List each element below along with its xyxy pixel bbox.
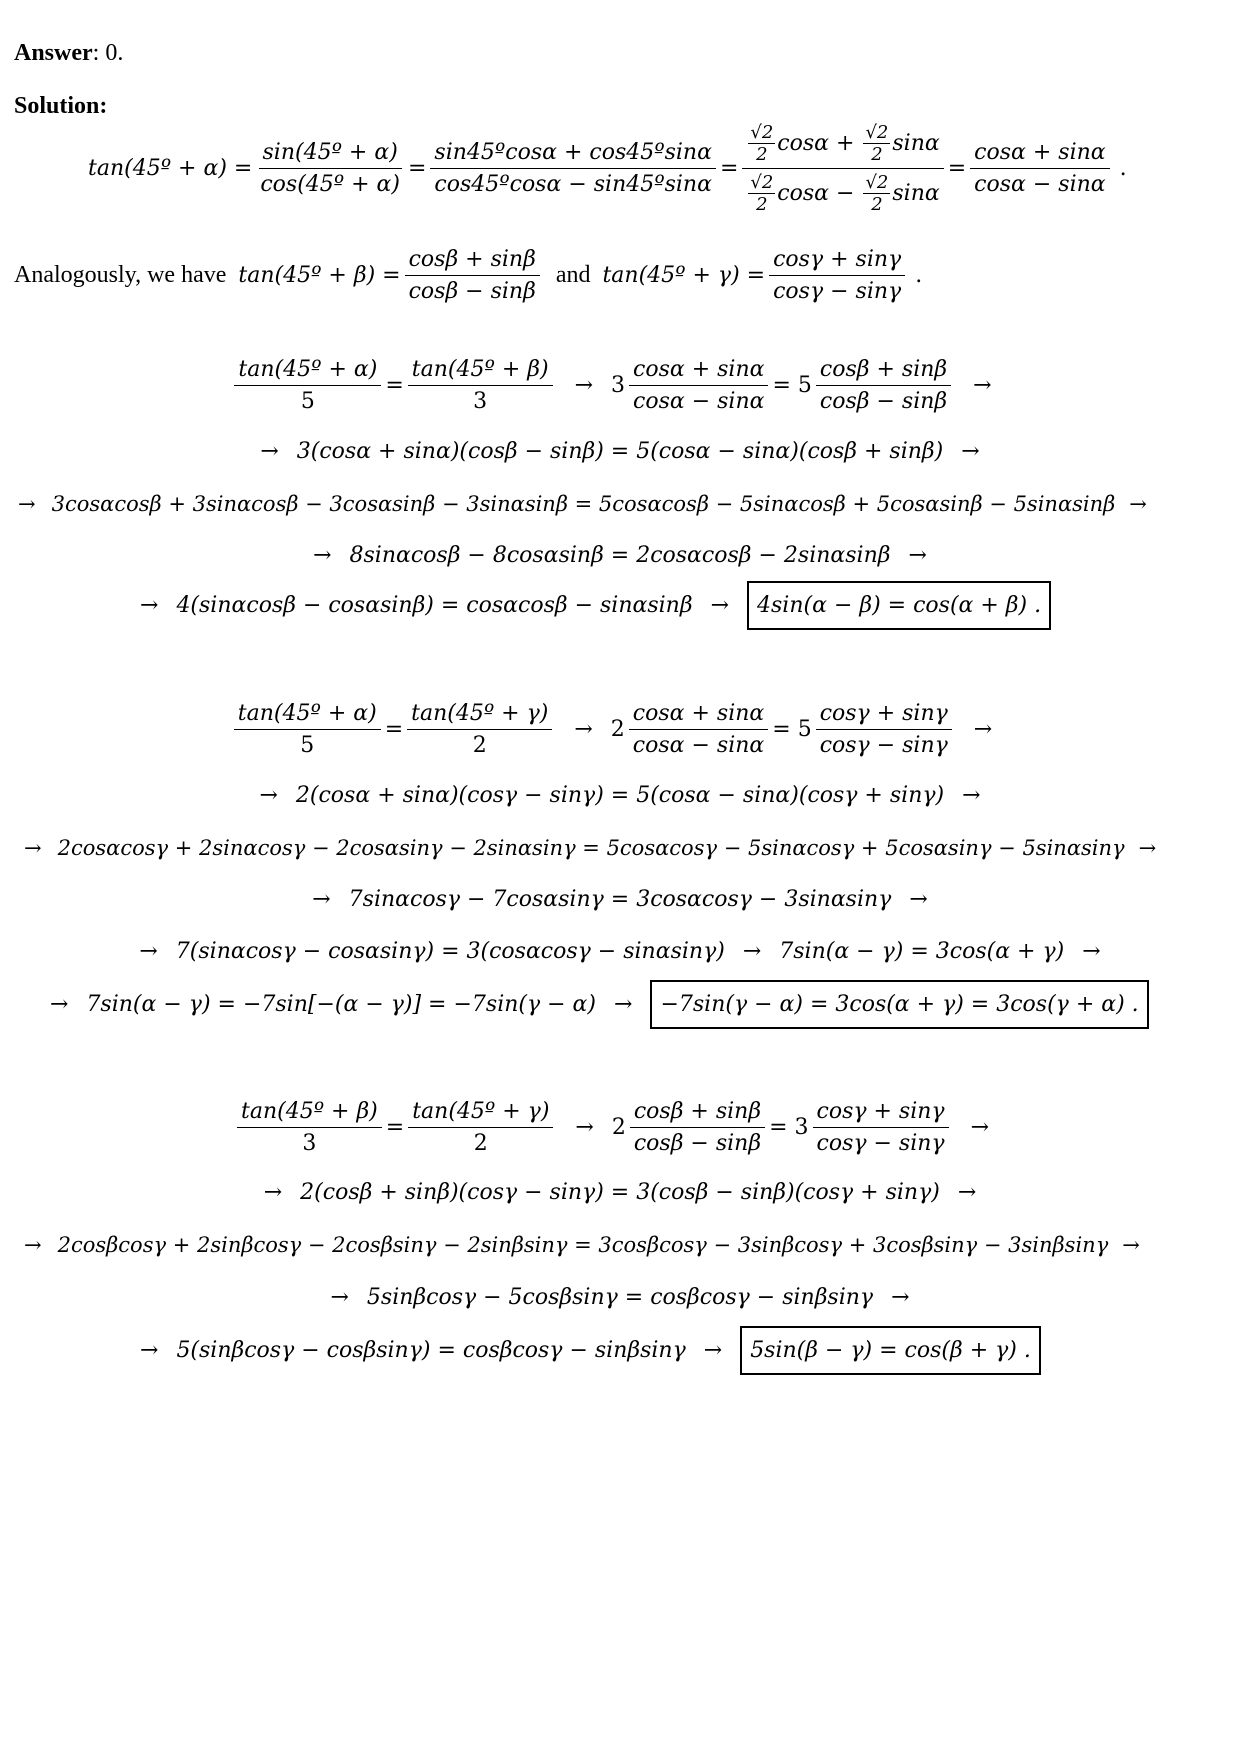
b3-coef-d: = 3	[769, 1114, 809, 1140]
arrow-icon: →	[710, 592, 730, 618]
b3-coef-c: 2	[611, 1114, 626, 1140]
arrow-icon: →	[614, 991, 633, 1017]
block1-line5	[140, 580, 1051, 630]
b1-frac-a: $\frac{\text{tan(45º + α)}}{5}$	[234, 357, 381, 414]
analog-end: .	[915, 262, 923, 288]
answer-label: Answer	[14, 40, 93, 66]
eq1-frac1: $\frac{\text{sin(45º + α)}}{\text{cos(45º + α)}}$	[260, 139, 400, 197]
b1-l5-text: 4(sinαcosβ − cosαsinβ) = cosαcosβ − sinαsinβ	[176, 592, 693, 618]
block2-line4	[0, 884, 1240, 914]
eq1-eq2: =	[719, 155, 739, 181]
b1-l3-text: 3cosαcosβ + 3sinαcosβ − 3cosαsinβ − 3sinαsinβ = 5cosαcosβ − 5sinαcosβ + 5cosαsinβ − 5sinαsinβ	[51, 492, 1116, 516]
answer-value: : 0.	[92, 40, 124, 66]
arrow-icon: →	[139, 938, 158, 964]
eq1-eq3: =	[947, 155, 967, 181]
block2-line1	[0, 694, 1240, 764]
analog-intro: Analogously, we have	[14, 261, 227, 288]
arrow-icon: →	[1122, 1233, 1140, 1257]
analog-gamma-lhs: tan(45º + γ) =	[602, 262, 766, 288]
b1-eq: =	[385, 372, 404, 398]
arrow-icon: →	[742, 938, 762, 964]
block1-line2	[0, 436, 1240, 466]
block3-line2	[0, 1177, 1240, 1207]
answer-line	[14, 40, 123, 67]
solution-line	[14, 93, 107, 120]
arrow-icon: →	[312, 886, 331, 912]
b2-l2-text: 2(cosα + sinα)(cosγ − sinγ) = 5(cosα − sinα)(cosγ + sinγ)	[295, 782, 945, 808]
arrow-icon: →	[574, 372, 593, 398]
block2-line6	[50, 978, 1149, 1030]
solution-label: Solution	[14, 93, 100, 119]
eq1-end: .	[1119, 155, 1127, 181]
arrow-icon: →	[973, 372, 992, 398]
analog-gamma-frac: $\frac{\cos\gamma + \sin\gamma}{\cos\gamma - \sin\gamma}$	[769, 247, 905, 304]
b2-frac-a: $\frac{\text{tan(45º + α)}}{5}$	[234, 701, 381, 758]
arrow-icon: →	[961, 438, 980, 464]
solution-colon: :	[99, 93, 108, 119]
arrow-icon: →	[962, 782, 981, 808]
analogous-line	[14, 240, 922, 310]
b3-frac-a: $\frac{\text{tan(45º + β)}}{3}$	[237, 1099, 382, 1156]
block3-line4	[0, 1282, 1240, 1312]
b3-l5-text: 5(sinβcosγ − cosβsinγ) = cosβcosγ − sinβsinγ	[176, 1337, 686, 1363]
b1-coef-c: 3	[611, 372, 625, 398]
arrow-icon: →	[970, 1114, 990, 1140]
b1-frac-c: $\frac{\cos\alpha + \sin\alpha}{\cos\alpha - \sin\alpha}$	[629, 357, 768, 414]
b2-coef-c: 2	[610, 716, 625, 742]
b1-frac-b: $\frac{\text{tan(45º + β)}}{3}$	[408, 357, 553, 414]
analog-beta-frac: $\frac{\cos\beta + \sin\beta}{\cos\beta - \sin\beta}$	[405, 247, 540, 304]
b3-frac-d: $\frac{\cos\gamma + \sin\gamma}{\cos\gamma - \sin\gamma}$	[813, 1099, 949, 1156]
b1-frac-d: $\frac{\cos\beta + \sin\beta}{\cos\beta - \sin\beta}$	[816, 357, 951, 414]
eq1-frac4: $\frac{\cos\alpha + \sin\alpha}{\cos\alpha - \sin\alpha}$	[970, 140, 1109, 197]
arrow-icon: →	[1082, 938, 1101, 964]
arrow-icon: →	[259, 782, 278, 808]
block1-line3	[14, 489, 1147, 519]
arrow-icon: →	[330, 1284, 349, 1310]
block2-line3	[20, 833, 1156, 863]
b2-frac-d: $\frac{\cos\gamma + \sin\gamma}{\cos\gamma - \sin\gamma}$	[816, 701, 952, 758]
b3-frac-b: $\frac{\text{tan(45º + γ)}}{2}$	[408, 1099, 553, 1156]
block3-line3	[20, 1230, 1140, 1260]
arrow-icon: →	[263, 1179, 283, 1205]
b3-l3-text: 2cosβcosγ + 2sinβcosγ − 2cosβsinγ − 2sinβsinγ = 3cosβcosγ − 3sinβcosγ + 3cosβsinγ − 3sinβsinγ	[57, 1233, 1109, 1257]
eq1-frac3: $\frac{√2}{2}$ cosα + $\frac{√2}{2}$ sinα $\frac{√2}{2}$ cosα − $\frac{√2}{2}$ sinα	[742, 122, 943, 215]
b2-result-box: −7sin(γ − α) = 3cos(α + γ) = 3cos(γ + α) .	[650, 980, 1148, 1029]
arrow-icon: →	[909, 886, 928, 912]
b3-result-box: 5sin(β − γ) = cos(β + γ) .	[740, 1326, 1041, 1375]
block1-line1	[0, 350, 1240, 420]
block2-line5	[0, 936, 1240, 966]
arrow-icon: →	[891, 1284, 910, 1310]
equation-tan-alpha	[88, 118, 1127, 218]
eq1-lhs: tan(45º + α) =	[88, 155, 253, 181]
eq1-frac2: $\frac{\text{sin45ºcosα + cos45ºsinα}}{\text{cos45ºcosα − sin45ºsinα}}$	[430, 140, 716, 197]
arrow-icon: →	[24, 1233, 42, 1257]
b1-l2-text: 3(cosα + sinα)(cosβ − sinβ) = 5(cosα − sinα)(cosβ + sinβ)	[296, 438, 944, 464]
block1-line4	[0, 540, 1240, 570]
arrow-icon: →	[18, 492, 36, 516]
b2-coef-d: = 5	[772, 716, 812, 742]
b1-result-box: 4sin(α − β) = cos(α + β) .	[747, 581, 1051, 630]
arrow-icon: →	[313, 542, 332, 568]
block2-line2	[0, 780, 1240, 810]
arrow-icon: →	[140, 1337, 159, 1363]
arrow-icon: →	[574, 716, 593, 742]
analog-beta-lhs: tan(45º + β) =	[238, 262, 401, 288]
b3-eq: =	[385, 1114, 405, 1140]
block3-line1	[0, 1092, 1240, 1162]
b2-frac-b: $\frac{\text{tan(45º + γ)}}{2}$	[407, 701, 552, 758]
b3-l4-text: 5sinβcosγ − 5cosβsinγ = cosβcosγ − sinβsinγ	[366, 1284, 874, 1310]
arrow-icon: →	[908, 542, 927, 568]
b3-frac-c: $\frac{\cos\beta + \sin\beta}{\cos\beta - \sin\beta}$	[630, 1099, 765, 1156]
analog-and: and	[555, 261, 591, 288]
b2-l5a-text: 7(sinαcosγ − cosαsinγ) = 3(cosαcosγ − sinαsinγ)	[175, 938, 725, 964]
b1-l4-text: 8sinαcosβ − 8cosαsinβ = 2cosαcosβ − 2sinαsinβ	[349, 542, 891, 568]
block3-line5	[140, 1324, 1041, 1376]
b3-l2-text: 2(cosβ + sinβ)(cosγ − sinγ) = 3(cosβ − sinβ)(cosγ + sinγ)	[300, 1179, 940, 1205]
b2-l3-text: 2cosαcosγ + 2sinαcosγ − 2cosαsinγ − 2sinαsinγ = 5cosαcosγ − 5sinαcosγ + 5cosαsinγ − 5sinαsinγ	[57, 836, 1125, 860]
arrow-icon: →	[24, 836, 42, 860]
b2-l5b-text: 7sin(α − γ) = 3cos(α + γ)	[779, 938, 1065, 964]
arrow-icon: →	[1129, 492, 1147, 516]
arrow-icon: →	[1138, 836, 1157, 860]
eq1-eq1: =	[407, 155, 427, 181]
arrow-icon: →	[973, 716, 993, 742]
arrow-icon: →	[957, 1179, 977, 1205]
b2-eq: =	[384, 716, 404, 742]
b2-l6-text: 7sin(α − γ) = −7sin[−(α − γ)] = −7sin(γ − α)	[86, 991, 596, 1017]
arrow-icon: →	[703, 1337, 723, 1363]
b2-frac-c: $\frac{\cos\alpha + \sin\alpha}{\cos\alpha - \sin\alpha}$	[629, 701, 768, 758]
arrow-icon: →	[140, 592, 159, 618]
b1-coef-d: = 5	[772, 372, 812, 398]
arrow-icon: →	[260, 438, 279, 464]
arrow-icon: →	[575, 1114, 594, 1140]
arrow-icon: →	[50, 991, 69, 1017]
b2-l4-text: 7sinαcosγ − 7cosαsinγ = 3cosαcosγ − 3sinαsinγ	[348, 886, 892, 912]
